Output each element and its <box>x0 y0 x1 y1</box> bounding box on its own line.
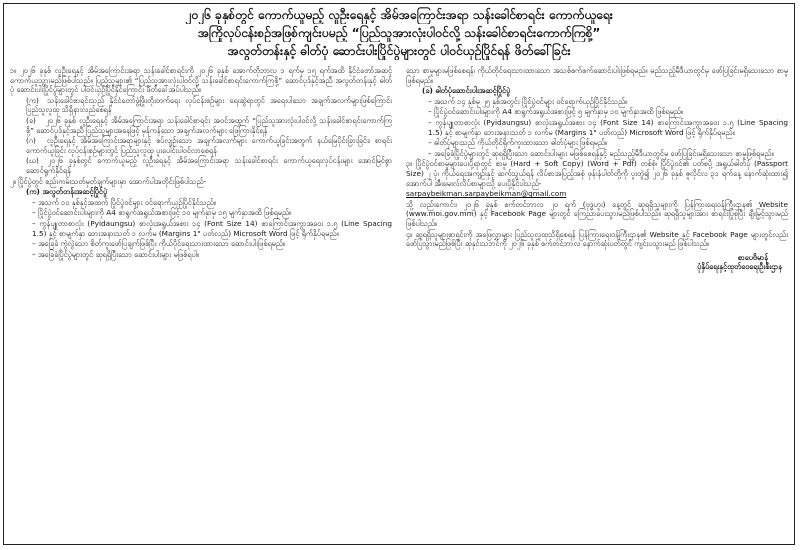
heading-line-1: ၂၀၂၆ ခုနှစ်တွင် ကောက်ယူမည့် လူဦးရေနှင့် အိမ်အကြောင်းအရာ သန်းခေါင်စာရင်း ကောက်ယူရေး <box>185 8 613 22</box>
rule-text: အခြေခံပြိုင်ပွဲများတွင် ဆုရရှိပြီးသော ဆောင်းပါးများ မဖြစ်ရပါ။ <box>37 249 200 259</box>
heading-line-2: အကြိုလုပ်ငန်းစဉ်အဖြစ်ကျင်းပမည့် “ပြည်သူအားလုံးပါဝင်လို့ သန်းခေါင်စာရင်းကောက်ကြစို့” <box>197 26 601 40</box>
rule-text: ပြိုင်ပွဲဝင်ဆောင်းပါးများကို A4 စာရွက်အရွယ်အစားဖြင့် ၁၀ မျက်နှာမှ ၁၅ မျက်နှာအထိ ဖြစ်ရမည်။ <box>37 208 292 218</box>
intro-paragraph: ၁။ ၂၀၂၆ ခုနှစ် လူဦးရေနှင့် အိမ်အကြောင်းအရာ သန်းခေါင်စာရင်းကို ၂၀၂၆ ခုနှစ် အောက်တိုဘာလ ၁ ရက်မှ ၁၅ ရက်အထိ နိုင်ငံတော်အဆင့် ကောက်ယူသွားမည်ဖြစ်ပါသည်။ ပြည်သူများ၏ “ပြည်သူအားလုံးပါဝင်လို့ သန်းခေါင်စာရင်းကောက်ကြစို့” ဆောင်ပုဒ်နှင့်အညီ အလွတ်တန်းနှင့် ဓါတ်ပုံ ဆောင်းပါးပြိုင်ပွဲများတွင် ပါဝင်ယှဉ်ပြိုင်နိုင်ကြောင်း ဖိတ်ခေါ်အပ်ပါသည်။ <box>10 66 392 95</box>
signature-department: ပုံနှိပ်ရေးနှင့်ထုတ်ဝေရေးဦးစီးဌာန <box>697 262 782 272</box>
rule-bullet: – ကွန်ပျူတာစာလုံး (Pyidaungsu) စာလုံးအရွယ်အစား ၁၄ (Font Size 14) စာကြောင်းအကွာအဝေး ၁.၅ (Line Spacing 1.5) နှင့် စာမျက်နှာ ဘေးအနားသတ် ၁ လက်မ (Margins 1" ပတ်လည်) Microsoft Word ဖြင့် ရိုက်နှိပ်ရမည်။ <box>428 117 788 137</box>
item-label: (က) <box>26 95 39 105</box>
rule-bullet: – အခြေခံ ကွဲလွဲသော စိတ်ကူးဖော်ပြချက်ဖြစ်ပြီး ကိုယ်ပိုင်ရေးသားထားသော ဆောင်းပါးဖြစ်ရမည်။ <box>32 239 286 249</box>
item-label: (ဃ) <box>26 156 39 166</box>
signature-org: စာပေဗိမာန် <box>737 252 768 262</box>
body-columns <box>10 66 788 540</box>
rule-text: အသက် ၁၄ နှစ်မှ ၂၅ နှစ်အတွင်း ပြိုင်ပွဲဝင်များ ဝင်ရောက်ယှဉ်ပြိုင်နိုင်သည်။ <box>433 96 628 106</box>
rule-text: ကွန်ပျူတာစာလုံး (Pyidaungsu) စာလုံးအရွယ်အစား ၁၄ (Font Size 14) စာကြောင်းအကွာအဝေး ၁.၅ (Line Spacing 1.5) နှင့် စာမျက်နှာ ဘေးအနားသတ် ၁ လက်မ (Margins 1" ပတ်လည်) Microsoft Word ဖြင့် ရိုက်နှိပ်ရမည်။ <box>428 117 788 137</box>
sub-heading-general: (က) အလွတ်တန်းအဆင့်ပြိုင်ပွဲ <box>26 187 108 197</box>
rule-text: အခြေခံပြိုင်ပွဲများတွင် ဆုရရှိပြီးသော ဆောင်းပါးများ မဖြစ်စေရန်နှင့် မည်သည့်မီဒီယာတွင်မှ ဖော်ပြခြင်းမရှိသေးသော စာမူဖြစ်ရမည်။ <box>433 148 774 158</box>
heading-line-3: အလွတ်တန်းနှင့် ဓါတ်ပုံ ဆောင်းပါးပြိုင်ပွဲများတွင် ပါဝင်ယှဉ်ပြိုင်ရန် ဖိတ်ခေါ်ခြင်း <box>227 44 571 58</box>
rule-bullet: – အခြေခံပြိုင်ပွဲများတွင် ဆုရရှိပြီးသော ဆောင်းပါးများ မဖြစ်ရပါ။ <box>32 249 200 259</box>
rule-bullet: – ကွန်ပျူတာစာလုံး (Pyidaungsu) စာလုံးအရွယ်အစား ၁၄ (Font Size 14) စာကြောင်းအကွာအဝေး ၁.၅ (Line Spacing 1.5) နှင့် စာမျက်နှာ ဘေးအနားသတ် ၁ လက်မ (Margins 1" ပတ်လည်) Microsoft Word ဖြင့် ရိုက်နှိပ်ရမည်။ <box>32 218 392 238</box>
rule-text: ပြိုင်ပွဲဝင်ဆောင်းပါးများကို A4 စာရွက်အရွယ်အစားဖြင့် ၅ မျက်နှာမှ ၁၀ မျက်နှာအထိ ဖြစ်ရမည်။ <box>433 107 684 117</box>
rule-text: ကွန်ပျူတာစာလုံး (Pyidaungsu) စာလုံးအရွယ်အစား ၁၄ (Font Size 14) စာကြောင်းအကွာအဝေး ၁.၅ (Line Spacing 1.5) နှင့် စာမျက်နှာ ဘေးအနားသတ် ၁ လက်မ (Margins 1" ပတ်လည်) Microsoft Word ဖြင့် ရိုက်နှိပ်ရမည်။ <box>32 218 392 238</box>
section-4-paragraph: ၄။ ဆုရရှိသူများစာရင်းကို အဖြေလွှာများ ပြည်သူလူထုသိရှိစေရန် ပြန်ကြားရေးဝန်ကြီးဌာန၏ Website နှင့် Facebook Page များတွင်လည်း ဖော်ပြသွားမည်ဖြစ်ပြီး ဆုနှင်းသဘင်ကို ၂၀၂၆ ခုနှစ် စက်တင်ဘာလ နောက်ဆုံးပတ်တွင် ကျင်းပသွားမည် ဖြစ်ပါသည်။ <box>406 229 788 249</box>
continued-paragraph: သော စာမူများမဖြစ်စေရန်၊ ကိုယ်တိုင်ရေးသားထားသော အသစ်စက်စက်ဆောင်းပါးဖြစ်ရမည်။ မည်သည့်မီဒီယာတွင်မှ ဖော်ပြခြင်းမရှိသေးသော စာမူဖြစ်ရမည်။ <box>406 66 788 85</box>
item-label: (ခ) <box>26 115 36 125</box>
announcement-page <box>3 3 795 545</box>
section-2-paragraph: ၂။ ပြိုင်ပွဲတွင် စည်းကမ်းသတ်မှတ်ချက်များမှာ အောက်ပါအတိုင်းဖြစ်ပါသည်- <box>10 176 207 186</box>
right-column <box>406 66 788 540</box>
announcement-heading <box>4 4 794 60</box>
left-column <box>10 66 392 540</box>
item-text: သန်းခေါင်စာရင်းသည် နိုင်ငံတော်ဖွံ့ဖြိုးတိုးတက်ရေး လုပ်ငန်းစဉ်များ ရေးဆွဲရာတွင် အရေးပါသော အချက်အလက်များဖြစ်ကြောင်း ပြည်သူလူထု သိရှိနားလည်စေရန် <box>26 95 392 115</box>
objective-item <box>26 96 392 115</box>
item-text: ၂၀၂၆ ခုနှစ် လူဦးရေနှင့် အိမ်အကြောင်းအရာ သန်းခေါင်စာရင်း အဝင်အထွက် “ပြည်သူအားလုံးပါဝင်လို့ သန်းခေါင်စာရင်းကောက်ကြစို့” ဆောင်ပုဒ်နှင့်အညီ ပြည်သူများအနေဖြင့် မှန်ကန်သော အချက်အလက်များ ဖြေကြားနိုင်ရန် <box>26 115 392 135</box>
rule-bullet: – ဓါတ်ပုံများသည် ကိုယ်တိုင်ရိုက်ကူးထားသော ဓါတ်ပုံများ ဖြစ်ရမည်။ <box>428 138 608 148</box>
rule-bullet: – အခြေခံပြိုင်ပွဲများတွင် ဆုရရှိပြီးသော ဆောင်းပါးများ မဖြစ်စေရန်နှင့် မည်သည့်မီဒီယာတွင်မှ ဖော်ပြခြင်းမရှိသေးသော စာမူဖြစ်ရမည်။ <box>428 148 774 158</box>
rule-text: အသက် ၁၀ နှစ်နှင့်အထက် ပြိုင်ပွဲဝင်များ ဝင်ရောက်ယှဉ်ပြိုင်နိုင်သည်။ <box>37 197 216 207</box>
email-line <box>406 189 788 199</box>
objective-item <box>26 156 392 175</box>
item-text: ၂၀၂၆ ခုနှစ်တွင် ကောက်ယူမည့် လူဦးရေနှင့် အိမ်အကြောင်းအရာ သန်းခေါင်စာရင်း ကောက်ယူရေးလုပ်ငန်းများ အောင်မြင်စွာ ဆောင်ရွက်နိုင်ရန် <box>26 156 392 175</box>
sub-heading-photo: (ခ) ဓါတ်ပုံဆောင်းပါးအဆင့်ပြိုင်ပွဲ <box>422 86 511 96</box>
rule-bullet: – ပြိုင်ပွဲဝင်ဆောင်းပါးများကို A4 စာရွက်အရွယ်အစားဖြင့် ၅ မျက်နှာမှ ၁၀ မျက်နှာအထိ ဖြစ်ရမည်။ <box>428 107 684 117</box>
rule-bullet: – ပြိုင်ပွဲဝင်ဆောင်းပါးများကို A4 စာရွက်အရွယ်အစားဖြင့် ၁၀ မျက်နှာမှ ၁၅ မျက်နှာအထိ ဖြစ်ရမည်။ <box>32 208 292 218</box>
section-3b-paragraph: သို့ လည်းကောင်း၊ ၂၀၂၆ ခုနှစ် စက်တင်ဘာလ ၂၀ ရက် (ဗုဒ္ဓဟူး) နေ့တွင် ဆုရရှိသူများကို ပြန်ကြားရေးဝန်ကြီးဌာန၏ Website (www.moi.gov.mm) နှင့် Facebook Page များတွင် ကြေညာပေးသွားမည်ဖြစ်ပါသည်။ ဆုရရှိသူများအား စာရင်းပြုစုပြီး ချီးမြှင့်သွားမည်ဖြစ်ပါသည်။ <box>406 199 788 228</box>
rule-text: အခြေခံ ကွဲလွဲသော စိတ်ကူးဖော်ပြချက်ဖြစ်ပြီး ကိုယ်ပိုင်ရေးသားထားသော ဆောင်းပါးဖြစ်ရမည်။ <box>37 239 286 249</box>
section-3-paragraph: ၃။ ပြိုင်ပွဲဝင်စာမူများပေးပို့ရာတွင် စာမူ (Hard + Soft Copy) (Word + Pdf) တစ်စုံ၊ ပြိုင်ပွဲဝင်၏ ပတ်စပို့ အရွယ်ဓါတ်ပုံ (Passport Size) ၂ ပုံ၊ ကိုယ်ရေးအကျဉ်းနှင့် ဆက်သွယ်ရန် လိပ်စာအပြည့်အစုံ ဖုန်းနံပါတ်တို့ကို ပူးတွဲ၍ ၂၀၂၆ ခုနှစ် ဇူလိုင်လ ၃၁ ရက်နေ့ နောက်ဆုံးထား၍ အောက်ပါ အီးမေးလ်လိပ်စာများသို့ ပေးပို့နိုင်ပါသည်- <box>406 159 788 188</box>
rule-bullet: – အသက် ၁၀ နှစ်နှင့်အထက် ပြိုင်ပွဲဝင်များ ဝင်ရောက်ယှဉ်ပြိုင်နိုင်သည်။ <box>32 197 216 207</box>
objective-item <box>26 116 392 135</box>
item-label: (ဂ) <box>26 136 36 146</box>
objective-item <box>26 136 392 155</box>
item-text: လူဦးရေနှင့် အိမ်အကြောင်းအရာများနှင့် စပ်လျဉ်းသော အချက်အလက်များ ကောက်ယူခြင်းအတွက် နယ်မြေပိုင်းခြားခြင်း၊ စာရင်းကောက်ယူခြင်း လုပ်ငန်းစဉ်များတွင် ပြည်သူလူထု ပူးပေါင်းပါဝင်လာစေရန် <box>26 136 392 155</box>
rule-bullet: – အသက် ၁၄ နှစ်မှ ၂၅ နှစ်အတွင်း ပြိုင်ပွဲဝင်များ ဝင်ရောက်ယှဉ်ပြိုင်နိုင်သည်။ <box>428 96 628 106</box>
rule-text: ဓါတ်ပုံများသည် ကိုယ်တိုင်ရိုက်ကူးထားသော ဓါတ်ပုံများ ဖြစ်ရမည်။ <box>433 138 608 148</box>
email-link[interactable]: sarpaybeikman.sarpaybeikman@gmail.com <box>406 189 567 199</box>
